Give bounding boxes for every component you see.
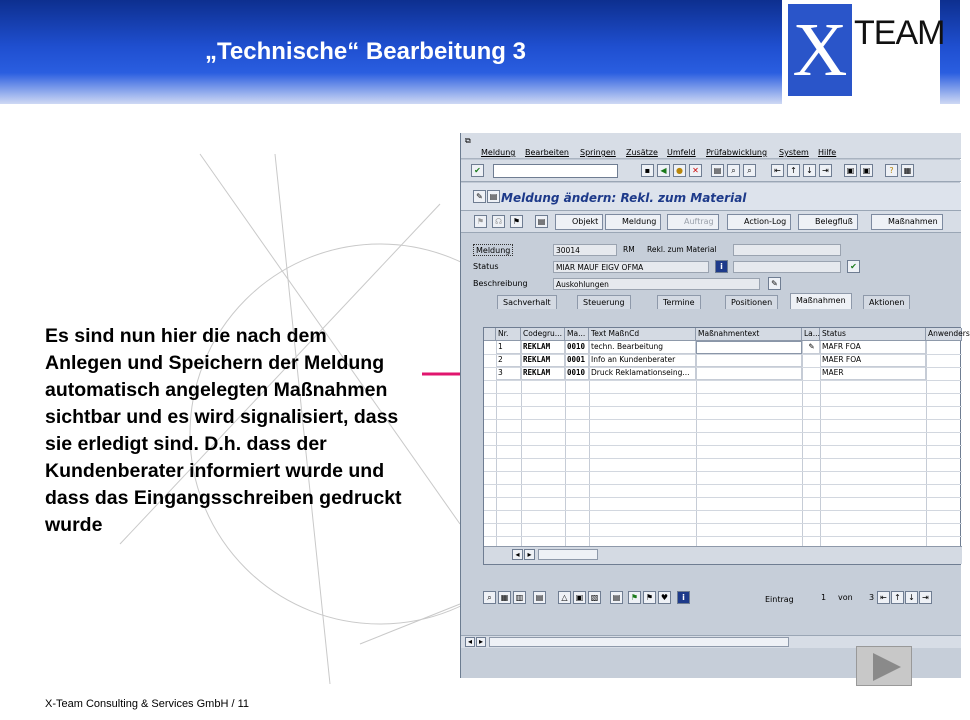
deselect-icon[interactable]: ▥ <box>513 591 526 604</box>
col-header-massnahmentext[interactable]: Maßnahmentext <box>696 328 802 341</box>
find-icon[interactable]: ⌕ <box>727 164 740 177</box>
menu-system[interactable]: System <box>779 148 809 157</box>
status-scroll-right-icon[interactable]: ▸ <box>476 637 486 647</box>
cancel-icon[interactable]: ✕ <box>689 164 702 177</box>
insert-row-icon[interactable]: △ <box>558 591 571 604</box>
table-horizontal-scrollbar[interactable] <box>484 546 962 564</box>
status-info-icon[interactable]: i <box>715 260 728 273</box>
table-cell-nr: 1 <box>496 341 521 354</box>
table-cell-massnahme: 0010 <box>565 341 589 354</box>
table-cell-massnahmentext[interactable] <box>696 354 802 367</box>
col-header-text-massncd[interactable]: Text MaßnCd <box>589 328 696 341</box>
menu-umfeld[interactable]: Umfeld <box>667 148 696 157</box>
scroll-right-icon[interactable]: ▸ <box>524 549 535 560</box>
menu-zusaetze[interactable]: Zusätze <box>626 148 658 157</box>
menu-bearbeiten[interactable]: Bearbeiten <box>525 148 569 157</box>
xteam-logo <box>782 0 945 104</box>
status-label: Status <box>473 262 499 271</box>
col-header-codegruppe[interactable]: Codegru... <box>521 328 565 341</box>
play-triangle-icon <box>857 647 913 687</box>
meldung-type-text: Rekl. zum Material <box>647 245 717 254</box>
command-field[interactable] <box>493 164 618 178</box>
longtext-edit-icon[interactable]: ✎ <box>802 341 820 354</box>
flag-disabled-icon: ⚑ <box>474 215 487 228</box>
objekt-button[interactable]: Objekt <box>555 214 603 230</box>
table-cell-text: Druck Reklamationseing... <box>589 367 696 380</box>
last-page-icon[interactable]: ⇥ <box>819 164 832 177</box>
entry-total: 3 <box>869 593 875 602</box>
find-next-icon[interactable]: ⌕ <box>743 164 756 177</box>
next-page-icon[interactable]: ↓ <box>803 164 816 177</box>
col-header-massnahme[interactable]: Ma... <box>565 328 589 341</box>
heart-icon[interactable]: ♥ <box>658 591 671 604</box>
table-toolbar <box>483 587 961 609</box>
massnahmen-button[interactable]: Maßnahmen <box>871 214 943 230</box>
logo-letter: X <box>788 4 852 96</box>
info-icon[interactable]: i <box>677 591 690 604</box>
flag-green-icon[interactable]: ⚑ <box>628 591 641 604</box>
prev-entry-icon[interactable]: ↑ <box>891 591 904 604</box>
first-page-icon[interactable]: ⇤ <box>771 164 784 177</box>
table-cell-massnahmentext-input[interactable] <box>696 341 802 354</box>
slide-footer: X-Team Consulting & Services GmbH / 11 <box>45 698 249 710</box>
col-header-nr[interactable]: Nr. <box>496 328 521 341</box>
table-cell-codegruppe: REKLAM <box>521 341 565 354</box>
slide-title: „Technische“ Bearbeitung 3 <box>205 38 526 65</box>
meldung-number-field[interactable]: 30014 <box>553 244 617 256</box>
window-menu-icon[interactable]: ⧉ <box>465 136 471 145</box>
new-session-icon[interactable]: ▣ <box>844 164 857 177</box>
document-list-icon[interactable]: ▤ <box>610 591 623 604</box>
belegfluss-button[interactable]: Belegfluß <box>798 214 858 230</box>
col-header-status[interactable]: Status <box>820 328 926 341</box>
menu-meldung[interactable]: Meldung <box>481 148 516 157</box>
enter-check-icon[interactable]: ✔ <box>471 164 484 177</box>
status-scroll-left-icon[interactable]: ◂ <box>465 637 475 647</box>
table-cell-massnahme: 0010 <box>565 367 589 380</box>
logo-text: TEAM <box>854 14 945 52</box>
header-info-icon[interactable]: ▤ <box>487 190 500 203</box>
display-change-icon[interactable]: ✎ <box>473 190 486 203</box>
col-header-langtext[interactable]: La... <box>802 328 820 341</box>
row-selector-header[interactable] <box>484 328 496 341</box>
tab-steuerung[interactable]: Steuerung <box>577 295 631 309</box>
layout-menu-icon[interactable]: ▦ <box>901 164 914 177</box>
partner-disabled-icon: ☊ <box>492 215 505 228</box>
col-header-anwenderstatus[interactable]: Anwenders <box>926 328 962 341</box>
entry-of-label: von <box>838 593 853 602</box>
table-cell-codegruppe: REKLAM <box>521 367 565 380</box>
meldung-type-field: RM <box>623 245 635 254</box>
tab-sachverhalt[interactable]: Sachverhalt <box>497 295 557 309</box>
menu-pruefabwicklung[interactable]: Prüfabwicklung <box>706 148 768 157</box>
last-entry-icon[interactable]: ⇥ <box>919 591 932 604</box>
document-icon[interactable]: ▤ <box>535 215 548 228</box>
scroll-left-icon[interactable]: ◂ <box>512 549 523 560</box>
sap-title-bar <box>461 183 961 211</box>
exit-icon[interactable]: ● <box>673 164 686 177</box>
copy-row-icon[interactable]: ▣ <box>573 591 586 604</box>
table-cell-massnahmentext[interactable] <box>696 367 802 380</box>
sap-window <box>460 133 970 678</box>
flag-icon[interactable]: ⚑ <box>643 591 656 604</box>
flag-icon[interactable]: ⚑ <box>510 215 523 228</box>
sort-icon[interactable]: ▧ <box>588 591 601 604</box>
prev-page-icon[interactable]: ↑ <box>787 164 800 177</box>
status-field: MIAR MAUF EIGV OFMA <box>553 261 709 273</box>
play-button[interactable] <box>856 646 912 686</box>
table-cell-status: MAER <box>820 367 926 380</box>
meldung-button[interactable]: Meldung <box>605 214 661 230</box>
tab-positionen[interactable]: Positionen <box>725 295 778 309</box>
table-cell-codegruppe: REKLAM <box>521 354 565 367</box>
auftrag-button[interactable]: Auftrag <box>667 214 719 230</box>
details-icon[interactable]: ⌕ <box>483 591 496 604</box>
beschreibung-field[interactable]: Auskohlungen <box>553 278 760 290</box>
meldung-label: Meldung <box>473 244 513 256</box>
sap-menubar <box>461 133 961 159</box>
screen-title: Meldung ändern: Rekl. zum Material <box>501 191 747 205</box>
scroll-thumb[interactable] <box>538 549 598 560</box>
next-entry-icon[interactable]: ↓ <box>905 591 918 604</box>
menu-hilfe[interactable]: Hilfe <box>818 148 837 157</box>
back-icon[interactable]: ◀ <box>657 164 670 177</box>
status-scroll-thumb[interactable] <box>489 637 789 647</box>
explanation-text: Es sind nun hier die nach dem Anlegen und Speichern der Meldung automatisch angelegten Maßnahmen sichtbar und es wird signalisiert, dass sie erledigt sind. D.h. dass der Kundenberater informiert wurde und dass das Eingangsschreiben gedruckt wurde <box>45 325 402 536</box>
action-log-button[interactable]: Action-Log <box>727 214 791 230</box>
table-cell-status: MAFR FOA <box>820 341 926 354</box>
save-icon[interactable]: ▪ <box>641 164 654 177</box>
tab-aktionen[interactable]: Aktionen <box>863 295 910 309</box>
longtext-edit-icon[interactable]: ✎ <box>768 277 781 290</box>
table-cell-status: MAER FOA <box>820 354 926 367</box>
select-all-icon[interactable]: ▦ <box>498 591 511 604</box>
status-extra-field <box>733 261 841 273</box>
table-cell-text: Info an Kundenberater <box>589 354 696 367</box>
print-icon[interactable]: ▤ <box>711 164 724 177</box>
delete-row-icon[interactable]: ▤ <box>533 591 546 604</box>
entry-label: Eintrag <box>765 595 794 604</box>
table-cell-nr: 3 <box>496 367 521 380</box>
menu-springen[interactable]: Springen <box>580 148 616 157</box>
entry-current: 1 <box>821 593 827 602</box>
beschreibung-label: Beschreibung <box>473 279 528 288</box>
table-cell-massnahme: 0001 <box>565 354 589 367</box>
massnahmen-table <box>483 327 970 565</box>
first-entry-icon[interactable]: ⇤ <box>877 591 890 604</box>
table-cell-text: techn. Bearbeitung <box>589 341 696 354</box>
meldung-extra-field[interactable] <box>733 244 841 256</box>
shortcut-icon[interactable]: ▣ <box>860 164 873 177</box>
tab-termine[interactable]: Termine <box>657 295 701 309</box>
help-icon[interactable]: ? <box>885 164 898 177</box>
status-check-icon[interactable]: ✔ <box>847 260 860 273</box>
table-cell-nr: 2 <box>496 354 521 367</box>
tab-massnahmen[interactable]: Maßnahmen <box>790 293 852 309</box>
